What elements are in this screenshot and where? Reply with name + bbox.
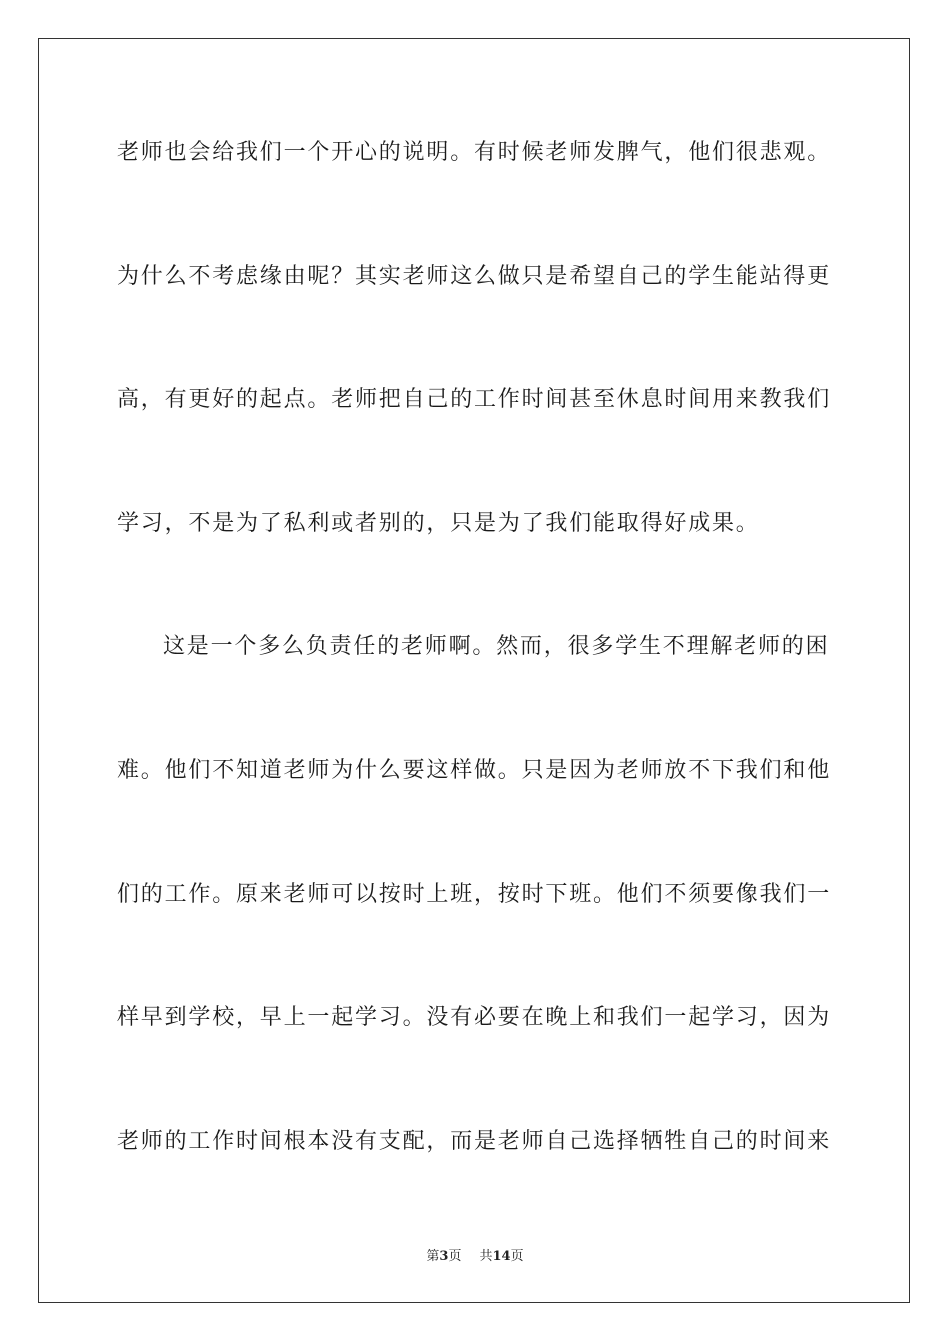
paragraph-line-2: 为什么不考虑缘由呢？其实老师这么做只是希望自己的学生能站得更 (117, 264, 832, 289)
paragraph-line-6: 难。他们不知道老师为什么要这样做。只是因为老师放不下我们和他 (117, 758, 832, 783)
paragraph-line-8: 样早到学校，早上一起学习。没有必要在晚上和我们一起学习，因为 (117, 1005, 832, 1030)
paragraph-line-4: 学习，不是为了私利或者别的，只是为了我们能取得好成果。 (117, 511, 760, 536)
paragraph-line-1: 老师也会给我们一个开心的说明。有时候老师发脾气，他们很悲观。 (117, 140, 832, 165)
paragraph-line-9: 老师的工作时间根本没有支配，而是老师自己选择牺牲自己的时间来 (117, 1129, 832, 1154)
paragraph-line-7: 们的工作。原来老师可以按时上班，按时下班。他们不须要像我们一 (117, 882, 832, 907)
paragraph-line-3: 高，有更好的起点。老师把自己的工作时间甚至休息时间用来教我们 (117, 387, 832, 412)
paragraph-line-5: 这是一个多么负责任的老师啊。然而，很多学生不理解老师的困 (163, 634, 830, 659)
page-footer (0, 1248, 950, 1266)
page-border (38, 38, 910, 1303)
total-pages-label: 共14页 (479, 1249, 524, 1264)
page-number-label: 第3页 (426, 1249, 462, 1264)
